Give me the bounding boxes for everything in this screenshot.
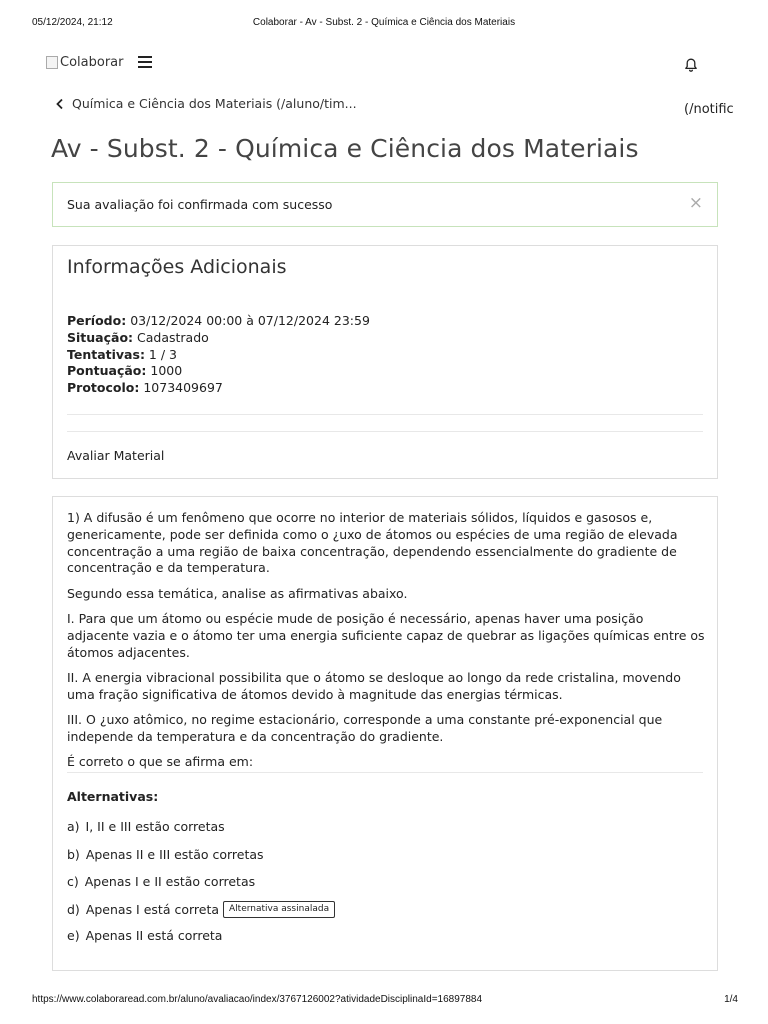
- logo[interactable]: [46, 55, 123, 70]
- breadcrumb-link[interactable]: Química e Ciência dos Materiais (/aluno/tim...: [72, 96, 357, 111]
- question-statement-iii: III. O ¿uxo atômico, no regime estacionário, corresponde a uma constante pré-exponencial que independe da temperatura e da concentração do gradiente.: [67, 711, 663, 744]
- bell-icon[interactable]: [683, 57, 699, 73]
- alternative-text: I, II e III estão corretas: [85, 819, 225, 834]
- hamburger-menu-icon[interactable]: [138, 56, 152, 68]
- print-header: [0, 15, 768, 31]
- chevron-left-icon: [55, 98, 65, 110]
- broken-image-icon: [46, 56, 58, 69]
- question-statement: 1) A difusão é um fenômeno que ocorre no interior de materiais sólidos, líquidos e gasosos e, genericamente, pode ser definida como o ¿uxo de átomos ou espécies de uma região de elevada concentração a uma região de baixa concentração, dependendo essencialmente do gradiente de concentração e da temperatura.: [67, 510, 678, 576]
- alternative-c[interactable]: c) Apenas I e II estão corretas: [67, 874, 256, 889]
- print-url: https://www.colaboraread.com.br/aluno/avaliacao/index/3767126002?atividadeDisciplinaId=16897884: [32, 994, 483, 1005]
- print-title: Colaborar - Av - Subst. 2 - Química e Ciência dos Materiais: [252, 17, 516, 28]
- logo-alt-text: Colaborar: [60, 55, 124, 70]
- close-icon[interactable]: ×: [688, 193, 703, 213]
- question-text: [67, 510, 705, 779]
- alternative-text: Apenas I está correta: [85, 902, 220, 917]
- divider: [67, 772, 703, 773]
- divider: [67, 414, 703, 415]
- question-statement-ii: II. A energia vibracional possibilita que o átomo se desloque ao longo da rede cristalina, movendo uma fração significativa de átomos devido à magnitude das energias térmicas.: [67, 669, 681, 702]
- avaliar-material-link[interactable]: Avaliar Material: [67, 448, 165, 463]
- alternative-d[interactable]: d) Apenas I está correta Alternativa assinalada: [67, 901, 335, 918]
- question-prompt: É correto o que se afirma em:: [67, 754, 254, 770]
- info-field-protocolo: Protocolo: 1073409697: [67, 380, 223, 396]
- alternative-b[interactable]: b) Apenas II e III estão corretas: [67, 847, 264, 862]
- top-bar: [46, 52, 718, 78]
- info-field-periodo: Período: 03/12/2024 00:00 à 07/12/2024 23:59: [67, 313, 370, 328]
- selected-badge: Alternativa assinalada: [223, 901, 335, 918]
- info-heading: Informações Adicionais: [67, 256, 287, 278]
- alert-message: Sua avaliação foi confirmada com sucesso: [67, 197, 333, 212]
- alternative-text: Apenas II e III estão corretas: [85, 847, 264, 862]
- page-number: 1/4: [724, 994, 738, 1005]
- breadcrumb[interactable]: [55, 96, 357, 111]
- alternative-text: Apenas II está correta: [85, 928, 223, 943]
- info-fields: [67, 313, 370, 397]
- page-title: Av - Subst. 2 - Química e Ciência dos Materiais: [51, 134, 639, 163]
- info-field-situacao: Situação: Cadastrado: [67, 329, 209, 345]
- question-panel: [52, 496, 718, 971]
- success-alert: [52, 182, 718, 227]
- info-field-tentativas: Tentativas: 1 / 3: [67, 346, 177, 362]
- info-field-pontuacao: Pontuação: 1000: [67, 363, 183, 379]
- additional-info-panel: [52, 245, 718, 479]
- alternative-e[interactable]: e) Apenas II está correta: [67, 928, 223, 943]
- divider: [67, 431, 703, 432]
- print-date: 05/12/2024, 21:12: [32, 17, 113, 28]
- alternative-a[interactable]: a) I, II e III estão corretas: [67, 819, 225, 834]
- notifications-link[interactable]: (/notific: [684, 102, 734, 117]
- alternatives-heading: Alternativas:: [67, 789, 159, 804]
- question-instruction: Segundo essa temática, analise as afirmativas abaixo.: [67, 585, 408, 601]
- question-statement-i: I. Para que um átomo ou espécie mude de posição é necessário, apenas haver uma posição adjacente vazia e o átomo ter uma energia suficiente capaz de quebrar as ligações químicas entre os átomos adjacentes.: [67, 610, 705, 660]
- alternative-text: Apenas I e II estão corretas: [84, 874, 256, 889]
